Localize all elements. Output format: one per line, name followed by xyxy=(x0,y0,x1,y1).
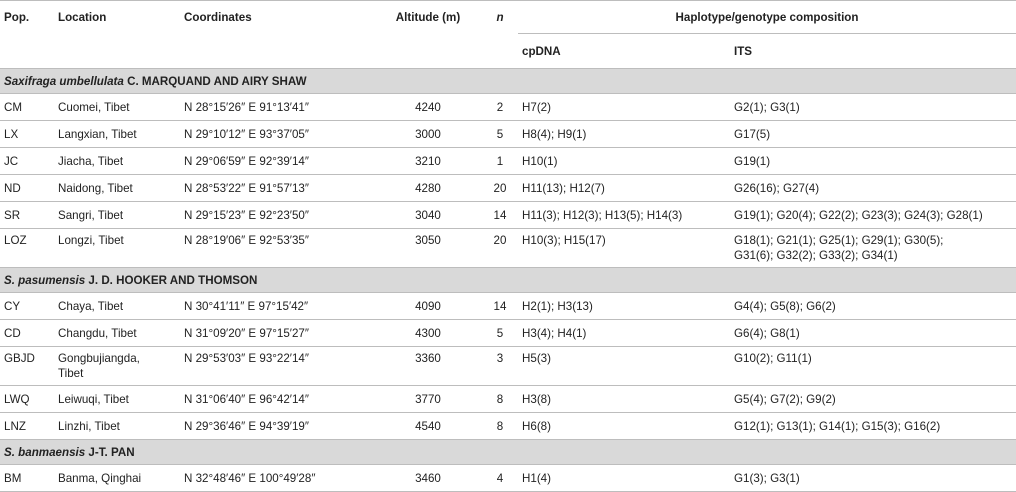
table-row xyxy=(0,465,1016,492)
cell-cpdna: H6(8) xyxy=(518,413,730,440)
species-authority: J-T. PAN xyxy=(85,445,135,459)
cell-its: G4(4); G5(8); G6(2) xyxy=(730,293,1016,320)
cell-cpdna: H10(1) xyxy=(518,148,730,175)
cell-coordinates: N 29°06′59″ E 92°39′14″ xyxy=(180,148,374,175)
cell-location: Linzhi, Tibet xyxy=(54,413,180,440)
cell-location: Cuomei, Tibet xyxy=(54,94,180,121)
cell-altitude: 3050 xyxy=(374,229,482,268)
cell-altitude: 4090 xyxy=(374,293,482,320)
species-header xyxy=(0,268,1016,293)
cell-cpdna: H11(13); H12(7) xyxy=(518,175,730,202)
cell-pop: BM xyxy=(0,465,54,492)
table-row xyxy=(0,413,1016,440)
table-row xyxy=(0,293,1016,320)
cell-altitude: 3210 xyxy=(374,148,482,175)
cell-n: 8 xyxy=(482,413,518,440)
cell-location: Sangri, Tibet xyxy=(54,202,180,229)
cell-altitude: 4540 xyxy=(374,413,482,440)
species-header xyxy=(0,440,1016,465)
cell-n: 4 xyxy=(482,465,518,492)
cell-cpdna: H2(1); H3(13) xyxy=(518,293,730,320)
species-authority: C. MARQUAND AND AIRY SHAW xyxy=(123,74,307,88)
cell-location: Gongbujiangda, Tibet xyxy=(54,347,180,386)
cell-cpdna: H3(4); H4(1) xyxy=(518,320,730,347)
cell-its: G26(16); G27(4) xyxy=(730,175,1016,202)
species-authority: J. D. HOOKER AND THOMSON xyxy=(85,273,258,287)
header-coordinates: Coordinates xyxy=(180,1,374,34)
table-row xyxy=(0,229,1016,268)
cell-its: G19(1) xyxy=(730,148,1016,175)
cell-pop: CD xyxy=(0,320,54,347)
cell-cpdna: H11(3); H12(3); H13(5); H14(3) xyxy=(518,202,730,229)
cell-coordinates: N 31°06′40″ E 96°42′14″ xyxy=(180,386,374,413)
cell-pop: LOZ xyxy=(0,229,54,268)
cell-pop: SR xyxy=(0,202,54,229)
cell-coordinates: N 29°53′03″ E 93°22′14″ xyxy=(180,347,374,386)
cell-location: Changdu, Tibet xyxy=(54,320,180,347)
cell-n: 1 xyxy=(482,148,518,175)
cell-pop: CY xyxy=(0,293,54,320)
cell-pop: LX xyxy=(0,121,54,148)
cell-n: 8 xyxy=(482,386,518,413)
cell-coordinates: N 31°09′20″ E 97°15′27″ xyxy=(180,320,374,347)
cell-location: Leiwuqi, Tibet xyxy=(54,386,180,413)
cell-altitude: 4280 xyxy=(374,175,482,202)
cell-altitude: 3460 xyxy=(374,465,482,492)
cell-location: Longzi, Tibet xyxy=(54,229,180,268)
cell-n: 14 xyxy=(482,202,518,229)
cell-n: 2 xyxy=(482,94,518,121)
cell-location: Banma, Qinghai xyxy=(54,465,180,492)
cell-pop: GBJD xyxy=(0,347,54,386)
cell-location: Chaya, Tibet xyxy=(54,293,180,320)
cell-location: Naidong, Tibet xyxy=(54,175,180,202)
cell-n: 5 xyxy=(482,121,518,148)
cell-cpdna: H3(8) xyxy=(518,386,730,413)
cell-altitude: 4300 xyxy=(374,320,482,347)
header-n: n xyxy=(482,1,518,34)
species-name: S. pasumensis xyxy=(4,273,86,287)
cell-cpdna: H1(4) xyxy=(518,465,730,492)
cell-altitude: 3360 xyxy=(374,347,482,386)
header-location: Location xyxy=(54,1,180,34)
table-row xyxy=(0,347,1016,386)
cell-its: G18(1); G21(1); G25(1); G29(1); G30(5); G31(6); G32(2); G33(2); G34(1) xyxy=(730,229,1016,268)
cell-altitude: 4240 xyxy=(374,94,482,121)
cell-its: G19(1); G20(4); G22(2); G23(3); G24(3); G28(1) xyxy=(730,202,1016,229)
header-altitude: Altitude (m) xyxy=(374,1,482,34)
cell-its: G6(4); G8(1) xyxy=(730,320,1016,347)
table-body xyxy=(0,69,1016,492)
cell-cpdna: H7(2) xyxy=(518,94,730,121)
header-pop: Pop. xyxy=(0,1,54,34)
species-name: S. banmaensis xyxy=(4,445,86,459)
cell-n: 20 xyxy=(482,229,518,268)
cell-its: G10(2); G11(1) xyxy=(730,347,1016,386)
cell-coordinates: N 28°53′22″ E 91°57′13″ xyxy=(180,175,374,202)
cell-coordinates: N 32°48′46″ E 100°49′28″ xyxy=(180,465,374,492)
table-row xyxy=(0,148,1016,175)
table-row xyxy=(0,121,1016,148)
cell-location: Jiacha, Tibet xyxy=(54,148,180,175)
species-name: Saxifraga umbellulata xyxy=(4,74,124,88)
cell-coordinates: N 30°41′11″ E 97°15′42″ xyxy=(180,293,374,320)
cell-pop: CM xyxy=(0,94,54,121)
cell-coordinates: N 29°36′46″ E 94°39′19″ xyxy=(180,413,374,440)
cell-coordinates: N 29°10′12″ E 93°37′05″ xyxy=(180,121,374,148)
table-row xyxy=(0,94,1016,121)
cell-cpdna: H10(3); H15(17) xyxy=(518,229,730,268)
species-header xyxy=(0,69,1016,94)
cell-coordinates: N 28°15′26″ E 91°13′41″ xyxy=(180,94,374,121)
cell-pop: JC xyxy=(0,148,54,175)
cell-its: G2(1); G3(1) xyxy=(730,94,1016,121)
cell-its: G1(3); G3(1) xyxy=(730,465,1016,492)
cell-cpdna: H5(3) xyxy=(518,347,730,386)
cell-cpdna: H8(4); H9(1) xyxy=(518,121,730,148)
header-composition: Haplotype/genotype composition xyxy=(518,1,1016,34)
table-row xyxy=(0,320,1016,347)
cell-coordinates: N 28°19′06″ E 92°53′35″ xyxy=(180,229,374,268)
cell-pop: ND xyxy=(0,175,54,202)
cell-n: 5 xyxy=(482,320,518,347)
cell-n: 3 xyxy=(482,347,518,386)
cell-pop: LWQ xyxy=(0,386,54,413)
cell-its: G5(4); G7(2); G9(2) xyxy=(730,386,1016,413)
table-row xyxy=(0,386,1016,413)
table-row xyxy=(0,175,1016,202)
cell-location: Langxian, Tibet xyxy=(54,121,180,148)
cell-coordinates: N 29°15′23″ E 92°23′50″ xyxy=(180,202,374,229)
cell-its: G17(5) xyxy=(730,121,1016,148)
cell-its: G12(1); G13(1); G14(1); G15(3); G16(2) xyxy=(730,413,1016,440)
cell-altitude: 3000 xyxy=(374,121,482,148)
cell-altitude: 3770 xyxy=(374,386,482,413)
cell-altitude: 3040 xyxy=(374,202,482,229)
cell-n: 14 xyxy=(482,293,518,320)
header-cpdna: cpDNA xyxy=(518,34,730,69)
cell-pop: LNZ xyxy=(0,413,54,440)
header-its: ITS xyxy=(730,34,1016,69)
table-row xyxy=(0,202,1016,229)
cell-n: 20 xyxy=(482,175,518,202)
